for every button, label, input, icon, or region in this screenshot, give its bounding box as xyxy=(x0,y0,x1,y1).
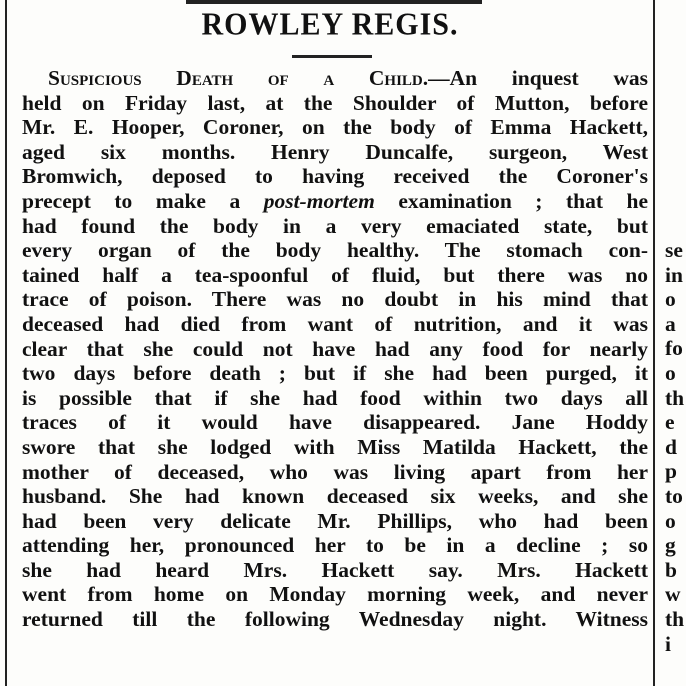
fragment-text: a xyxy=(665,311,676,336)
article-line: mother of deceased, who was living apart from her xyxy=(22,459,648,484)
fragment-text: g xyxy=(665,533,676,558)
article-line: is possible that if she had food within two days all xyxy=(22,385,648,410)
column-rule-left xyxy=(5,0,7,686)
article-line: husband. She had known deceased six weeks, and she xyxy=(22,484,648,509)
fragment-text: b xyxy=(665,557,677,582)
article-line: had found the body in a very emaciated state, but xyxy=(22,213,648,238)
article-line: deceased had died from want of nutrition, and it was xyxy=(22,311,648,336)
article-line: had been very delicate Mr. Phillips, who had been xyxy=(22,508,648,533)
article-line: went from home on Monday morning week, and never xyxy=(22,582,648,607)
article-line: tained half a tea-spoonful of fluid, but there was no xyxy=(22,262,648,287)
top-rule xyxy=(186,0,482,4)
fragment-text: e xyxy=(665,410,675,435)
article-line: traces of it would have disappeared. Jane Hoddy xyxy=(22,410,648,435)
article-line: Mr. E. Hooper, Coroner, on the body of Emma Hackett, xyxy=(22,115,648,140)
adjacent-column-fragments xyxy=(665,238,686,656)
fragment-text: in xyxy=(665,262,683,287)
article-line: Bromwich, deposed to having received the Coroner's xyxy=(22,164,648,189)
line-text: —An inquest was xyxy=(428,66,648,90)
article-line: clear that she could not have had any food for nearly xyxy=(22,336,648,361)
article-line: trace of poison. There was no doubt in his mind that xyxy=(22,287,648,312)
column-rule-right xyxy=(653,0,655,686)
fragment-text: i xyxy=(665,631,671,656)
article-heading: ROWLEY REGIS. xyxy=(201,7,459,42)
article-line xyxy=(22,189,648,214)
fragment-text: w xyxy=(665,582,681,607)
article-line: aged six months. Henry Duncalfe, surgeon, West xyxy=(22,139,648,164)
heading-rule xyxy=(292,55,372,58)
article-line: returned till the following Wednesday night. Witness xyxy=(22,607,648,632)
fragment-text: o xyxy=(665,360,676,385)
line-text: precept to make a xyxy=(22,188,241,213)
fragment-text: fo xyxy=(665,336,683,361)
fragment-text: p xyxy=(665,459,677,484)
line-text: examination ; that he xyxy=(398,188,648,213)
fragment-text: o xyxy=(665,287,676,312)
article-subhead: Suspicious Death of a Child. xyxy=(48,66,429,90)
fragment-text: th xyxy=(665,385,685,410)
article-line: attending her, pronounced her to be in a decline ; so xyxy=(22,533,648,558)
article-line: swore that she lodged with Miss Matilda Hackett, the xyxy=(22,434,648,459)
fragment-text: to xyxy=(665,483,683,508)
article-line xyxy=(22,66,648,91)
italic-term: post-mortem xyxy=(263,188,375,213)
article-line: every organ of the body healthy. The stomach con- xyxy=(22,238,648,263)
fragment-text: se xyxy=(665,238,683,262)
article-line: she had heard Mrs. Hackett say. Mrs. Hackett xyxy=(22,557,648,582)
fragment-text: th xyxy=(665,606,685,631)
fragment-text: o xyxy=(665,508,676,533)
article-line: held on Friday last, at the Shoulder of Mutton, before xyxy=(22,90,648,115)
article-body xyxy=(22,66,648,632)
fragment-text: d xyxy=(665,434,677,459)
article-line: two days before death ; but if she had been purged, it xyxy=(22,361,648,386)
